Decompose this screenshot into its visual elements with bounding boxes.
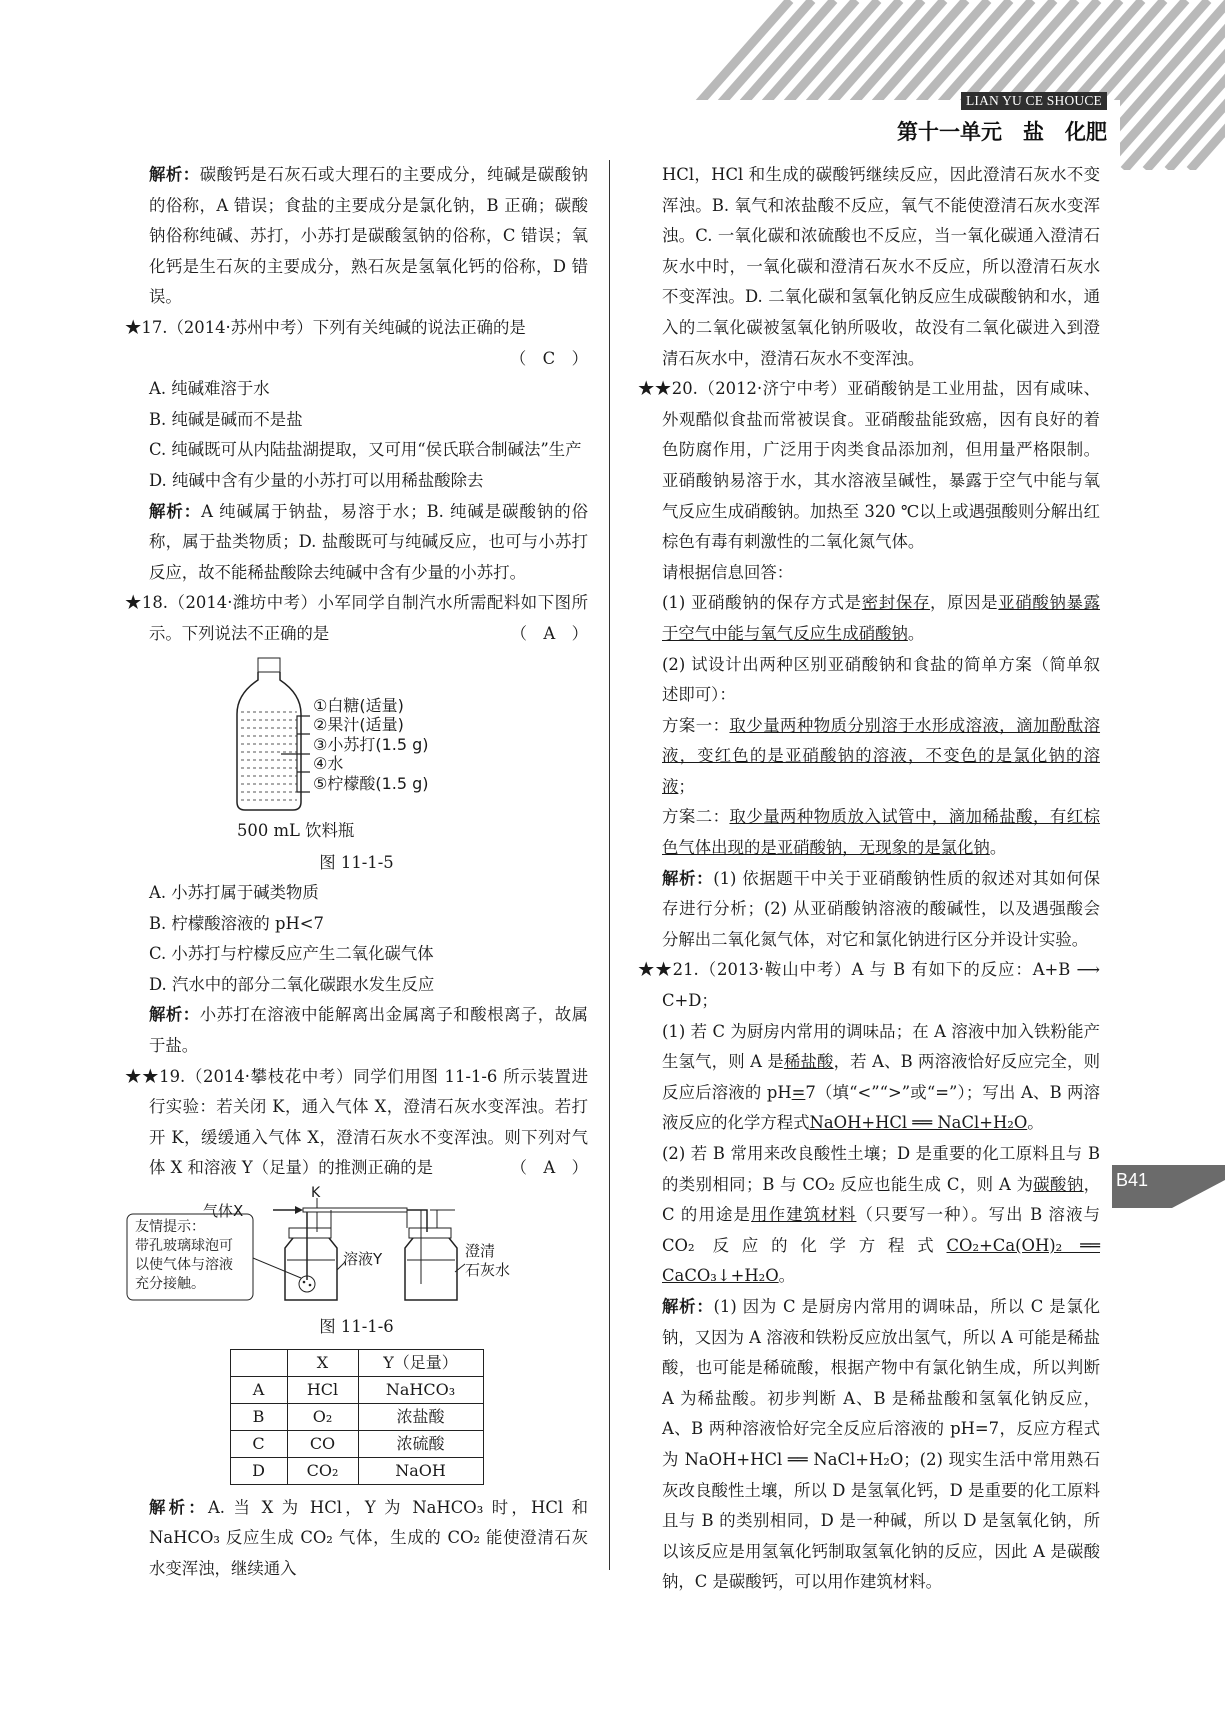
option-18c: C. 小苏打与柠檬反应产生二氧化碳气体 [149, 944, 434, 964]
plan-one: 方案一：取少量两种物质分别溶于水形成溶液，滴加酚酞溶液，变红色的是亚硝酸钠的溶液，不变色的是氯化钠的溶液； [662, 715, 1101, 796]
column-divider [609, 160, 610, 1570]
table-cell: B [230, 1403, 287, 1430]
figure-11-1-6-caption: 图 11-1-6 [319, 1317, 394, 1337]
table-cell: CO [287, 1430, 358, 1457]
explanation-label: 解析： [662, 868, 714, 888]
question-20-ask: 请根据信息回答： [662, 562, 794, 582]
table-cell: NaHCO₃ [358, 1376, 483, 1403]
table-row [230, 1403, 483, 1430]
table-header-cell: Y（足量） [358, 1349, 483, 1376]
question-20-part1 [638, 588, 1100, 649]
question-20-stem: ★★20.（2012·济宁中考）亚硝酸钠是工业用盐，因有咸味、外观酷似食盐而常被误食。亚硝酸盐能致癌，因有良好的着色防腐作用，广泛用于肉类食品添加剂，但用量严格限制。亚硝酸钠易溶于水，其水溶液呈碱性，暴露于空气中能与氧气反应生成硝酸钠。加热至 320 ℃以上或遇强酸则分解出红棕色有毒有刺激性的二氧化氮气体。 [638, 379, 1100, 552]
plan-label: 方案一： [662, 715, 730, 735]
table-row [230, 1457, 483, 1484]
question-19-answer: （ A ） [510, 1158, 588, 1178]
explanation-label: 解析： [149, 1497, 208, 1517]
table-cell: 浓硫酸 [358, 1430, 483, 1457]
ingredient: ④水 [313, 754, 344, 773]
question-21-stem: ★★21.（2013·鞍山中考）A 与 B 有如下的反应：A+B ⟶ C+D； [638, 960, 1100, 1011]
answer-blank: 碳酸钠 [1033, 1174, 1084, 1194]
bottle-ingredients [313, 696, 429, 794]
question-21-part2: (2) 若 B 常用来改良酸性土壤；D 是重要的化工原料且与 B 的类别相同；B 与 CO₂ 反应也能生成 C，则 A 为碳酸钠，C 的用途是用作建筑材料（只要写一种）。写出 B 溶液与 CO₂ 反应的化学方程式CO₂+Ca(OH)₂ ══ CaCO₃↓+H₂O。 [662, 1144, 1101, 1286]
gas-x-label: 气体X [203, 1202, 244, 1221]
question-18-answer: （ A ） [510, 623, 588, 643]
table-header-cell [230, 1349, 287, 1376]
question-17 [125, 313, 588, 344]
text: (1) 亚硝酸钠的保存方式是 [662, 593, 862, 613]
figure-11-1-5 [125, 654, 588, 844]
table-row [230, 1376, 483, 1403]
answer-blank: NaOH+HCl ══ NaCl+H₂O [809, 1113, 1028, 1133]
table-cell: A [230, 1376, 287, 1403]
text: 。 [907, 623, 925, 643]
series-label: LIAN YU CE SHOUCE [961, 92, 1107, 110]
ingredient: ②果汁(适量) [313, 715, 404, 734]
text: (2) 若 B 常用来改良酸性土壤；D 是重要的化工原料且与 B 的类别相同；B 与 CO₂ 反应也能生成 C，则 A 为 [662, 1144, 1100, 1194]
question-19-stem: ★★19.（2014·攀枝花中考）同学们用图 11-1-6 所示装置进行实验：若关闭 K，通入气体 X，澄清石灰水变浑浊。若打开 K，缓缓通入气体 X，澄清石灰水不变浑浊。则下列对气体 X 和溶液 Y（足量）的推测正确的是 [125, 1066, 588, 1178]
text: ，若 A、B 两溶液恰好反应完全，则反应后溶液的 pH [662, 1052, 1100, 1102]
bottle-label: 500 mL 饮料瓶 [237, 820, 355, 840]
explanation-label: 解析： [149, 1005, 200, 1025]
answer-blank: CO₂+Ca(OH)₂ ══ CaCO₃↓+H₂O [662, 1235, 1100, 1286]
answer-blank: 密封保存 [861, 593, 931, 613]
option-17d: D. 纯碱中含有少量的小苏打可以用稀盐酸除去 [149, 470, 484, 490]
answer-blank: 取少量两种物质放入试管中，滴加稀盐酸，有红棕色气体出现的是亚硝酸钠，无现象的是氯化钠 [662, 807, 1101, 858]
table-cell: 浓盐酸 [358, 1403, 483, 1430]
ingredient: ①白糖(适量) [313, 695, 404, 715]
question-17-stem: ★17.（2014·苏州中考）下列有关纯碱的说法正确的是 [125, 317, 526, 337]
option-18b: B. 柠檬酸溶液的 pH<7 [149, 913, 324, 933]
question-17-answer: （ C ） [509, 348, 588, 368]
question-21-part1: (1) 若 C 为厨房内常用的调味品；在 A 溶液中加入铁粉能产生氢气，则 A 是稀盐酸，若 A、B 两溶液恰好反应完全，则反应后溶液的 pH=7（填“<”“>”或“=”）；写出 A、B 两溶液反应的化学方程式NaOH+HCl ══ NaCl+H₂O。 [662, 1021, 1100, 1133]
answer-blank: 稀盐酸 [783, 1052, 834, 1072]
text: ，C 的用途是 [662, 1174, 1101, 1225]
explanation-17: 解析：A 纯碱属于钠盐，易溶于水；B. 纯碱是碳酸钠的俗称，属于盐类物质；D. 盐酸既可与纯碱反应，也可与小苏打反应，故不能稀盐酸除去纯碱中含有少量的小苏打。 [149, 501, 588, 582]
question-20-part2: (2) 试设计出两种区别亚硝酸钠和食盐的简单方案（简单叙述即可）： [662, 654, 1100, 705]
question-18-stem: ★18.（2014·潍坊中考）小军同学自制汽水所需配料如下图所示。下列说法不正确的是 [125, 593, 588, 643]
answer-blank: = [791, 1082, 806, 1102]
page-number: B41 [1116, 1170, 1149, 1190]
tip-line: 友情提示： [135, 1219, 205, 1236]
explanation-label: 解析： [149, 165, 200, 184]
tip-line: 充分接触。 [135, 1276, 205, 1293]
figure-11-1-6 [125, 1185, 588, 1308]
table-cell: O₂ [287, 1403, 358, 1430]
unit-title: 第十一单元 盐 化肥 [897, 120, 1107, 144]
ingredient: ⑤柠檬酸(1.5 g) [313, 773, 429, 793]
tip-line: 以使气体与溶液 [135, 1257, 233, 1274]
table-cell: NaOH [358, 1457, 483, 1484]
explanation-19-continued: HCl，HCl 和生成的碳酸钙继续反应，因此澄清石灰水不变浑浊。B. 氧气和浓盐酸不反应，氧气不能使澄清石灰水变浑浊。C. 一氧化碳和浓硫酸也不反应，当一氧化碳通入澄清石灰水中时，一氧化碳和澄清石灰水不反应，所以澄清石灰水不变浑浊。D. 二氧化碳和氢氧化钠反应生成碳酸钠和水，通入的二氧化碳被氢氧化钠所吸收，故没有二氧化碳进入到澄清石灰水中，澄清石灰水不变浑浊。 [662, 165, 1100, 368]
text: ，原因是 [930, 593, 999, 613]
explanation-20: 解析：(1) 依据题干中关于亚硝酸钠性质的叙述对其如何保存进行分析；(2) 从亚硝酸钠溶液的酸碱性，以及遇强酸会分解出二氧化氮气体，对它和氯化钠进行区分并设计实验。 [662, 868, 1100, 949]
option-17a: A. 纯碱难溶于水 [149, 379, 270, 399]
limewater-line: 澄清 [465, 1242, 496, 1261]
text: （只要写一种）。写出 B 溶液与 CO₂ 反应的化学方程式 [662, 1205, 1101, 1255]
tip-box [135, 1218, 233, 1294]
option-17b: B. 纯碱是碱而不是盐 [149, 409, 303, 429]
answer-blank: 亚硝酸钠暴露于空气中能与氧气反应生成硝酸钠 [662, 593, 1101, 643]
text: 7（填“<”“>”或“=”）；写出 A、B 两溶液反应的化学方程式 [662, 1082, 1100, 1133]
table-header-row [230, 1349, 483, 1376]
right-column [638, 160, 1100, 1598]
limewater-label [465, 1242, 510, 1280]
ingredient: ③小苏打(1.5 g) [313, 734, 429, 754]
left-column [125, 160, 588, 1584]
table-cell: C [230, 1430, 287, 1457]
explanation-label: 解析： [149, 501, 202, 521]
table-cell: D [230, 1457, 287, 1484]
option-18a: A. 小苏打属于碱类物质 [149, 883, 319, 903]
option-18d: D. 汽水中的部分二氧化碳跟水发生反应 [149, 974, 435, 994]
table-header-cell: X [287, 1349, 358, 1376]
option-17c: C. 纯碱既可从内陆盐湖提取，又可用“侯氏联合制碱法”生产 [149, 440, 582, 460]
answer-blank: 用作建筑材料 [751, 1205, 857, 1225]
options-table [230, 1349, 484, 1485]
plan-label: 方案二： [662, 807, 730, 827]
table-cell: CO₂ [287, 1457, 358, 1484]
explanation-21: 解析：(1) 因为 C 是厨房内常用的调味品，所以 C 是氯化钠，又因为 A 溶液和铁粉反应放出氢气，所以 A 可能是稀盐酸，也可能是稀硫酸，根据产物中有氯化钠生成，所以判断 A 为稀盐酸。初步判断 A、B 是稀盐酸和氢氧化钠反应，A、B 两种溶液恰好完全反应后溶液的 pH=7，反应方程式为 NaOH+HCl ══ NaCl+H₂O；(2) 现实生活中常用熟石灰改良酸性土壤，所以 D 是氢氧化钙，D 是重要的化工原料且与 B 的类别相同，D 是一种碱，所以 D 是氢氧化钠，所以该反应是用氢氧化钙制取氢氧化钠的反应，因此 A 是碳酸钠，C 是碳酸钙，可以用作建筑材料。 [662, 1296, 1101, 1592]
explanation-19: 解析：A. 当 X 为 HCl，Y 为 NaHCO₃ 时，HCl 和 NaHCO₃ 反应生成 CO₂ 气体，生成的 CO₂ 能使澄清石灰水变浑浊，继续通入 [149, 1497, 589, 1578]
table-row [230, 1430, 483, 1457]
text: (1) 若 C 为厨房内常用的调味品；在 A 溶液中加入铁粉能产生氢气，则 A 是 [662, 1021, 1100, 1072]
valve-k-label: K [311, 1185, 321, 1202]
tip-line: 带孔玻璃球泡可 [135, 1238, 233, 1255]
answer-blank: 取少量两种物质分别溶于水形成溶液，滴加酚酞溶液，变红色的是亚硝酸钠的溶液，不变色的是氯化钠的溶液 [662, 715, 1101, 796]
table-cell: HCl [287, 1376, 358, 1403]
explanation-18: 解析：小苏打在溶液中能解离出金属离子和酸根离子，故属于盐。 [149, 1005, 589, 1056]
solution-y-label: 溶液Y [343, 1250, 383, 1269]
plan-two: 方案二：取少量两种物质放入试管中，滴加稀盐酸，有红棕色气体出现的是亚硝酸钠，无现象的是氯化钠。 [662, 807, 1101, 858]
limewater-line: 石灰水 [465, 1261, 511, 1280]
figure-11-1-5-caption: 图 11-1-5 [319, 852, 394, 872]
explanation-label: 解析： [662, 1296, 714, 1316]
explanation-16: 解析：碳酸钙是石灰石或大理石的主要成分，纯碱是碳酸钠的俗称，A 错误；食盐的主要成分是氯化钠，B 正确；碳酸钠俗称纯碱、苏打，小苏打是碳酸氢钠的俗称，C 错误；氧化钙是生石灰的主要成分，熟石灰是氢氧化钙的俗称，D 错误。 [149, 165, 589, 307]
